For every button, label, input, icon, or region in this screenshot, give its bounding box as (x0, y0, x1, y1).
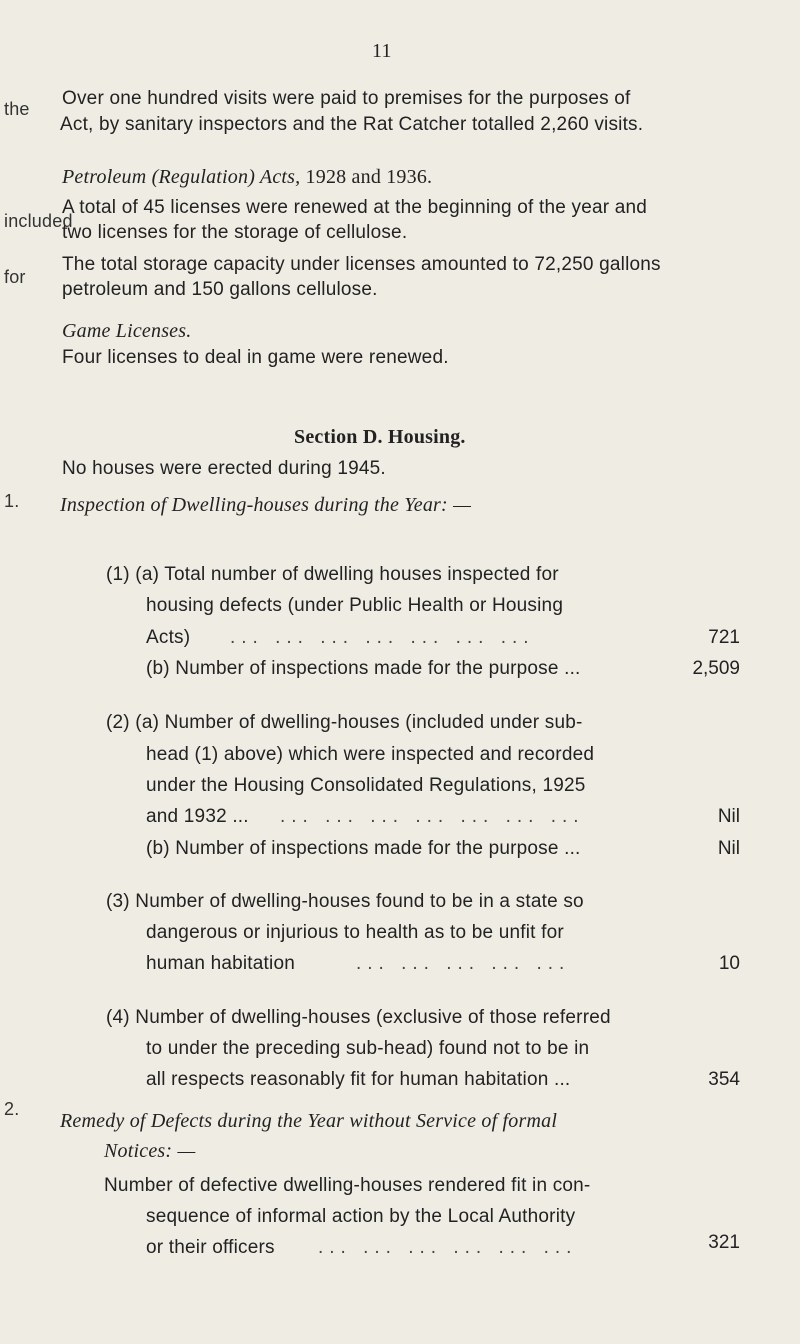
margin-note-two: 2. (4, 1099, 20, 1119)
item2a-line3: under the Housing Consolidated Regulations, 1925 (146, 775, 586, 796)
remedy-value: 321 (708, 1232, 740, 1253)
game-text: Four licenses to deal in game were renewed. (62, 347, 449, 368)
item1a-line3: Acts) (146, 627, 191, 648)
item1b-line: (b) Number of inspections made for the purpose ... (146, 658, 581, 679)
item1a-value: 721 (708, 627, 740, 648)
petroleum-heading-word: Petroleum (62, 166, 147, 188)
item1b-value: 2,509 (692, 658, 740, 679)
item4-line3: all respects reasonably fit for human habitation ... (146, 1069, 571, 1090)
item4-line2: to under the preceding sub-head) found not to be in (146, 1038, 590, 1059)
remedy-line1: Number of defective dwelling-houses rendered fit in con- (104, 1175, 591, 1196)
petroleum-para1-line1: A total of 45 licenses were renewed at the beginning of the year and (62, 197, 648, 218)
item2a-line4: and 1932 ... (146, 806, 249, 827)
page-number: 11 (372, 40, 392, 62)
item3-line2: dangerous or injurious to health as to be unfit for (146, 922, 564, 943)
petroleum-para2-line2: petroleum and 150 gallons cellulose. (62, 279, 378, 300)
game-heading: Game Licenses. (62, 320, 192, 342)
petroleum-para2-line1: The total storage capacity under licenses amounted to 72,250 gallons (62, 254, 661, 275)
remedy-line3: or their officers (146, 1237, 275, 1258)
petroleum-heading-acts: Acts, (259, 166, 301, 188)
margin-note-included: included (4, 211, 73, 231)
petroleum-heading (62, 166, 432, 188)
leader-dots: ... ... ... ... ... ... ... (280, 806, 585, 827)
inspection-heading: Inspection of Dwelling-houses during the Year: — (60, 494, 472, 516)
margin-note-for: for (4, 267, 26, 287)
remedy-heading-line2: Notices: — (104, 1140, 196, 1162)
item3-line3: human habitation (146, 953, 295, 974)
item1a-line1: (1) (a) Total number of dwelling houses inspected for (106, 564, 559, 585)
leader-dots: ... ... ... ... ... ... (318, 1237, 578, 1258)
item4-value: 354 (708, 1069, 740, 1090)
housing-intro: No houses were erected during 1945. (62, 458, 386, 479)
visits-line-1: Over one hundred visits were paid to premises for the purposes of (62, 88, 631, 109)
leader-dots: ... ... ... ... ... ... ... (230, 627, 535, 648)
petroleum-heading-years: 1928 and 1936. (305, 166, 433, 188)
item1a-line2: housing defects (under Public Health or Housing (146, 595, 564, 616)
petroleum-para1-line2: two licenses for the storage of cellulose. (62, 222, 408, 243)
item2a-value: Nil (717, 806, 740, 827)
item2a-line2: head (1) above) which were inspected and recorded (146, 744, 595, 765)
petroleum-heading-paren: (Regulation) (151, 166, 256, 188)
margin-note-the: the (4, 99, 30, 119)
remedy-line2: sequence of informal action by the Local Authority (146, 1206, 576, 1227)
item3-value: 10 (718, 953, 740, 974)
item2b-line: (b) Number of inspections made for the purpose ... (146, 838, 581, 859)
item2b-value: Nil (717, 838, 740, 859)
leader-dots: ... ... ... ... ... (356, 953, 571, 974)
remedy-heading-line1: Remedy of Defects during the Year without Service of formal (60, 1110, 558, 1132)
section-title: Section D. Housing. (294, 426, 466, 448)
item4-line1: (4) Number of dwelling-houses (exclusive of those referred (106, 1007, 611, 1028)
visits-line-2: Act, by sanitary inspectors and the Rat Catcher totalled 2,260 visits. (60, 114, 644, 135)
margin-note-one: 1. (4, 491, 20, 511)
item2a-line1: (2) (a) Number of dwelling-houses (included under sub- (106, 712, 583, 733)
item3-line1: (3) Number of dwelling-houses found to be in a state so (106, 891, 584, 912)
